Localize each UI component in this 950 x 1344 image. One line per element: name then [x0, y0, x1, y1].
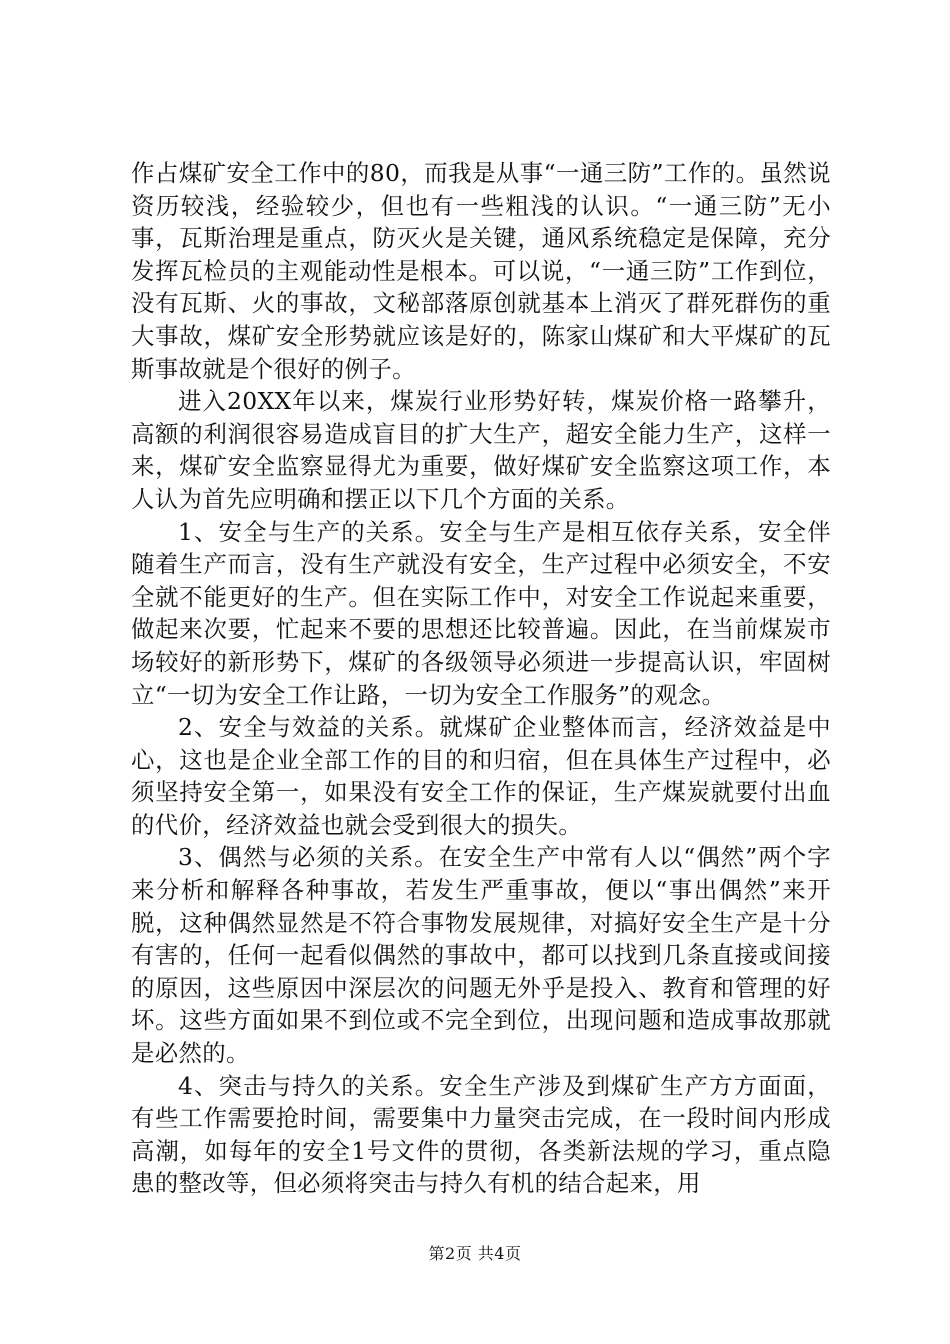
paragraph-intro: 进入20XX年以来，煤炭行业形势好转，煤炭价格一路攀升，高额的利润很容易造成盲目的扩大生产，超安全能力生产，这样一来，煤矿安全监察显得尤为重要，做好煤矿安全监察这项工作，本人认为首先应明确和摆正以下几个方面的关系。 — [131, 387, 831, 513]
paragraph-chance-necessity: 3、偶然与必须的关系。在安全生产中常有人以“偶然”两个字来分析和解释各种事故，若发生严重事故，便以“事出偶然”来开脱，这种偶然显然是不符合事物发展规律，对搞好安全生产是十分有害的，任何一起看似偶然的事故中，都可以找到几条直接或间接的原因，这些原因中深层次的问题无外乎是投入、教育和管理的好坏。这些方面如果不到位或不完全到位，出现问题和造成事故那就是必然的。 — [131, 843, 831, 1068]
paragraph-safety-production: 1、安全与生产的关系。安全与生产是相互依存关系，安全伴随着生产而言，没有生产就没有安全，生产过程中必须安全，不安全就不能更好的生产。但在实际工作中，对安全工作说起来重要，做起来次要，忙起来不要的思想还比较普遍。因此，在当前煤炭市场较好的新形势下，煤矿的各级领导必须进一步提高认识，牢固树立“一切为安全工作让路，一切为安全工作服务”的观念。 — [131, 517, 831, 709]
page-footer — [0, 1244, 950, 1264]
paragraph-surge-persistence: 4、突击与持久的关系。安全生产涉及到煤矿生产方方面面，有些工作需要抢时间，需要集中力量突击完成，在一段时间内形成高潮，如每年的安全1号文件的贯彻，各类新法规的学习，重点隐患的整改等，但必须将突击与持久有机的结合起来，用 — [131, 1071, 831, 1198]
paragraph-continuation: 作占煤矿安全工作中的80，而我是从事“一通三防”工作的。虽然说资历较浅，经验较少，但也有一些粗浅的认识。“一通三防”无小事，瓦斯治理是重点，防灭火是关键，通风系统稳定是保障，充分发挥瓦检员的主观能动性是根本。可以说，“一通三防”工作到位，没有瓦斯、火的事故，文秘部落原创就基本上消灭了群死群伤的重大事故，煤矿安全形势就应该是好的，陈家山煤矿和大平煤矿的瓦斯事故就是个很好的例子。 — [131, 159, 831, 383]
paragraph-safety-benefit: 2、安全与效益的关系。就煤矿企业整体而言，经济效益是中心，这也是企业全部工作的目的和归宿，但在具体生产过程中，必须坚持安全第一，如果没有安全工作的保证，生产煤炭就要付出血的代价，经济效益也就会受到很大的损失。 — [131, 713, 831, 839]
document-body — [131, 157, 831, 1200]
page-number-label: 第2页 共4页 — [428, 1244, 522, 1263]
